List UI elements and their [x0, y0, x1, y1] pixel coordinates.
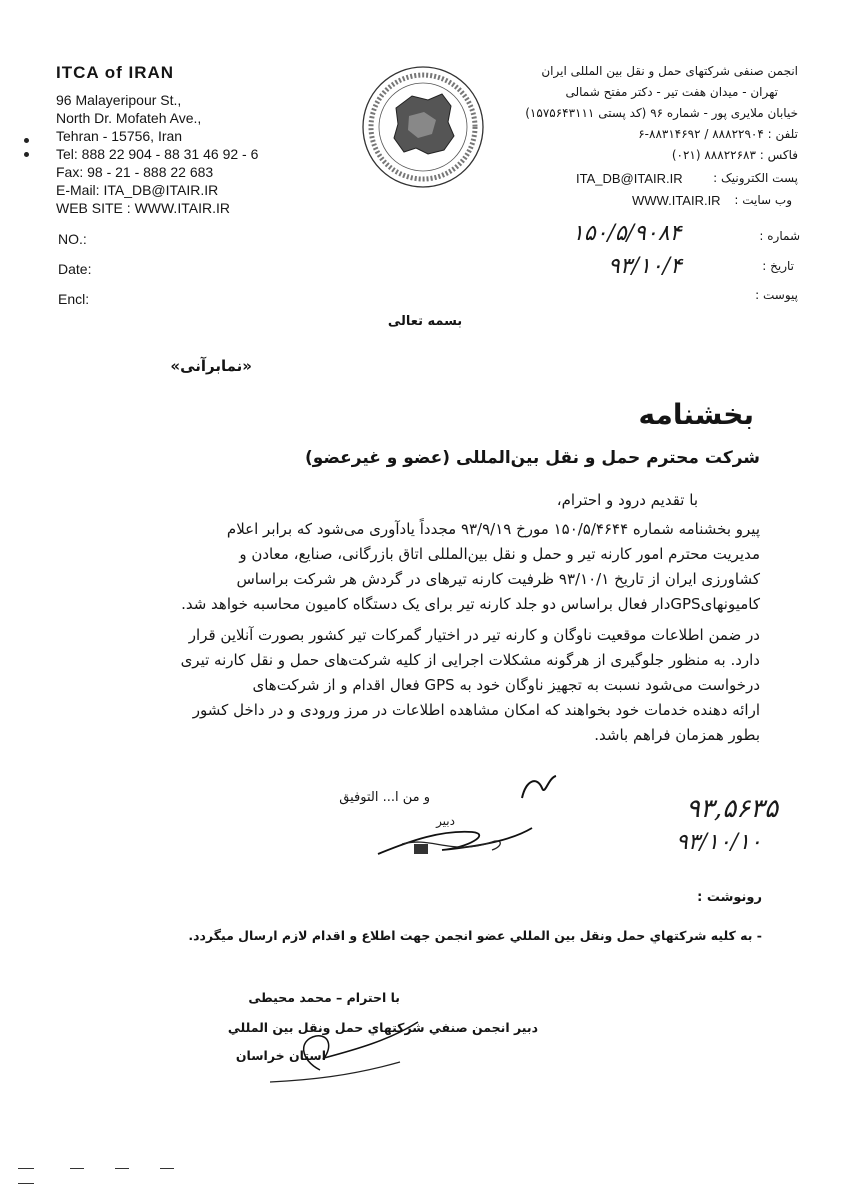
tel-en: Tel: 888 22 904 - 88 31 46 92 - 6 — [56, 146, 259, 162]
no-label: NO.: — [58, 231, 87, 247]
website-label-fa: وب سایت : — [734, 193, 792, 207]
handwritten-note-2: ۹۳/۱۰/۱۰ — [676, 830, 762, 855]
encl-label: Encl: — [58, 291, 90, 307]
body-line: در ضمن اطلاعات موقعیت ناوگان و کارنه تیر در اختیار گمرکات تیر کشور بصورت آنلاین قرار — [188, 626, 760, 644]
address-fa-2: خیابان ملایری پور - شماره ۹۶ (کد پستی ۱۵۷۵۶۴۳۱۱۱) — [525, 106, 798, 120]
website-en: WEB SITE : WWW.ITAIR.IR — [56, 200, 230, 216]
date-label-en: Date: — [58, 261, 92, 277]
website-value: WWW.ITAIR.IR — [632, 193, 721, 208]
body-line: پیرو بخشنامه شماره ۱۵۰/۵/۴۶۴۴ مورخ ۹۳/۹/۱۹ مجدداً یادآوری می‌شود که برابر اعلام — [226, 520, 760, 538]
body-line: کامیونهایGPSدار فعال براساس دو جلد کارنه تیر برای یک دستگاه کامیون محاسبه خواهد شد. — [181, 595, 760, 613]
footer-mark — [70, 1168, 84, 1169]
email-en: E-Mail: ITA_DB@ITAIR.IR — [56, 182, 219, 198]
recipient-line: شرکت محترم حمل و نقل بین‌المللی (عضو و غیرعضو) — [304, 448, 760, 468]
address-line-3: Tehran - 15756, Iran — [56, 128, 183, 144]
handwritten-signature — [372, 770, 572, 870]
punch-dot — [24, 152, 29, 157]
org-title-en: ITCA of IRAN — [56, 63, 175, 82]
attachment-label-fa: پیوست : — [755, 288, 798, 302]
punch-dot — [24, 138, 29, 143]
handwritten-note-1: ۹۳,۵۶۳۵ — [686, 794, 779, 824]
footer-mark — [115, 1168, 129, 1169]
date-label-fa: تاریخ : — [762, 259, 794, 273]
address-line-2: North Dr. Mofateh Ave., — [56, 110, 202, 126]
body-line: کشاورزی ایران از تاریخ ۹۳/۱۰/۱ ظرفیت کارنه تیرهای در گردش هر شرکت براساس — [236, 570, 760, 588]
body-line: درخواست می‌شود نسبت به تجهیز ناوگان خود به GPS فعال اقدام و از شرکت‌های — [252, 676, 760, 694]
greeting: با تقدیم درود و احترام، — [556, 491, 698, 509]
body-line: بطور همزمان فراهم باشد. — [594, 726, 760, 744]
fax-en: Fax: 98 - 21 - 888 22 683 — [56, 164, 214, 180]
cc-label: رونوشت : — [697, 890, 762, 905]
footer-mark — [18, 1183, 34, 1184]
forward-province: استان خراسان — [235, 1048, 326, 1063]
cc-line: - به کلیه شرکتهاي حمل ونقل بين المللي عضو انجمن جهت اطلاع و اقدام لازم ارسال ميگردد. — [188, 928, 762, 943]
fax-note: «نمابرآنی» — [170, 357, 252, 375]
forward-signature — [250, 1000, 450, 1090]
tel-fa: تلفن : ۸۸۸۲۲۹۰۴ / ۸۸۳۱۴۶۹۲-۶ — [638, 127, 798, 141]
circular-title: بخشنامه — [638, 398, 754, 431]
body-line: ارائه دهنده خدمات خود بخواهند که امکان مشاهده اطلاعات در مرز ورودی و در داخل کشور — [192, 701, 760, 719]
number-label-fa: شماره : — [759, 229, 800, 243]
forward-greeting: با احترام – محمد محیطی — [248, 990, 400, 1005]
body-line: دارد. به منظور جلوگیری از هرگونه مشکلات اجرایی از کلیه شرکت‌های حمل و نقل کارنه تیری — [180, 651, 760, 669]
address-line-1: 96 Malayeripour St., — [56, 92, 182, 108]
fax-fa: فاکس : ۸۸۸۲۲۶۸۳ (۰۲۱) — [671, 148, 798, 162]
letter-date: ۹۳/۱۰/۴ — [608, 254, 682, 279]
email-value: ITA_DB@ITAIR.IR — [576, 171, 683, 186]
signer-title: دبیر — [436, 814, 455, 828]
email-label-fa: پست الکترونیک : — [713, 171, 798, 185]
basmala: بسمه تعالی — [387, 314, 463, 329]
forward-role: دبیر انجمن صنفي شرکتهاي حمل ونقل بين المللي — [227, 1020, 538, 1035]
letter-number: ۱۵۰/۵/۹۰۸۴ — [572, 221, 682, 246]
address-fa-1: تهران - میدان هفت تیر - دکتر مفتح شمالی — [565, 85, 778, 99]
body-line: مدیریت محترم امور کارنه تیر و حمل و نقل بین‌المللی اتاق بازرگانی، صنایع، معادن و — [239, 545, 760, 563]
org-title-fa: انجمن صنفی شرکتهای حمل و نقل بین المللی ایران — [541, 64, 798, 78]
footer-mark — [18, 1168, 34, 1169]
closing-phrase: و من ا... التوفیق — [339, 790, 430, 805]
iran-map-emblem-icon — [354, 58, 492, 196]
footer-mark — [160, 1168, 174, 1169]
